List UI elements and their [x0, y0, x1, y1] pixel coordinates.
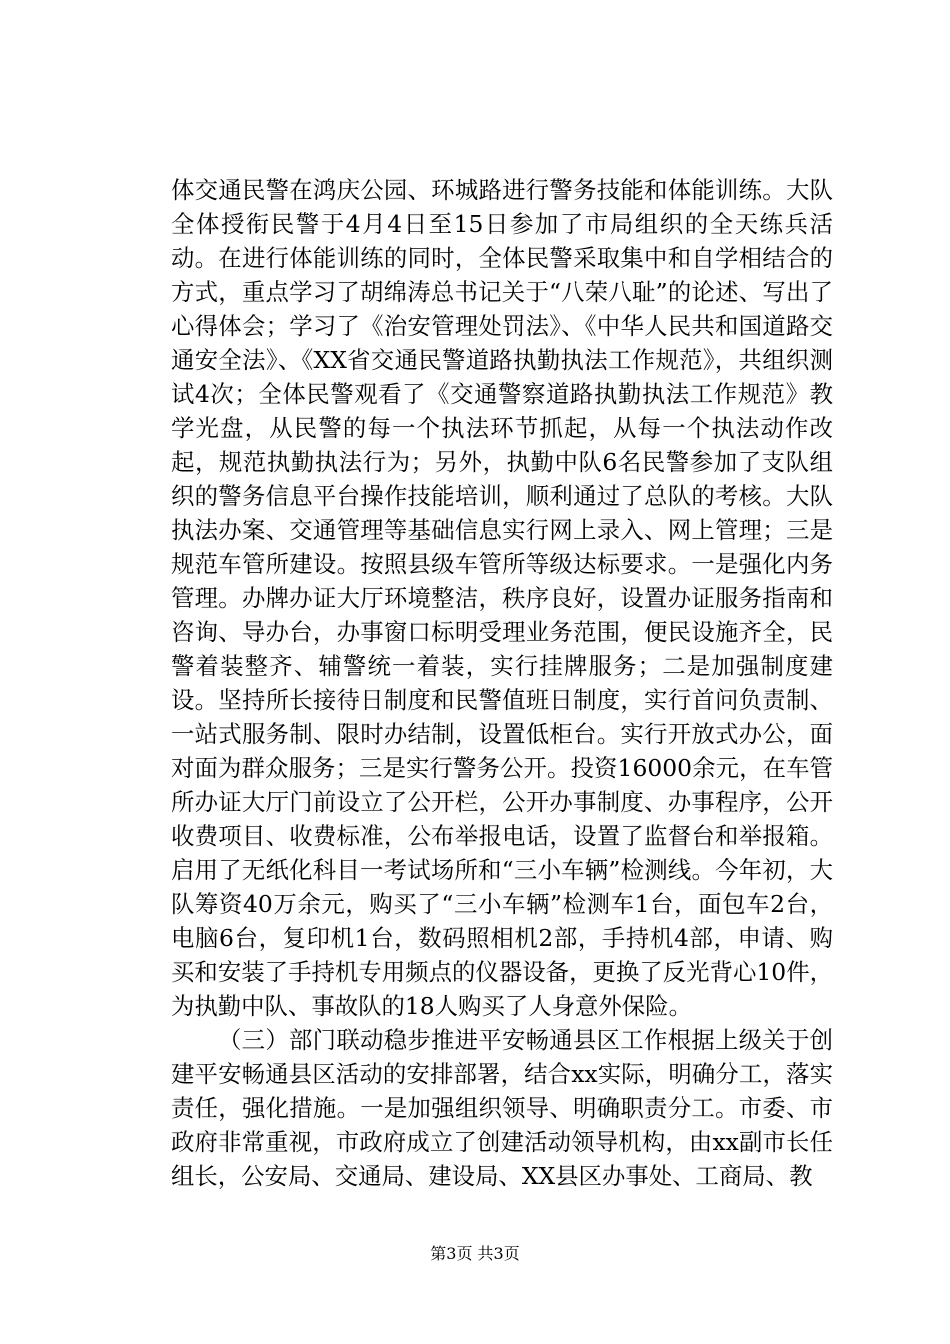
page-footer: 第3页 共3页	[430, 1244, 520, 1263]
document-body	[171, 173, 833, 1193]
body-paragraph-1: 体交通民警在鸿庆公园、环城路进行警务技能和体能训练。大队全体授衔民警于4月4日至15日参加了市局组织的全天练兵活动。在进行体能训练的同时，全体民警采取集中和自学相结合的方式，重点学习了胡绵涛总书记关于“八荣八耻”的论述、写出了心得体会；学习了《治安管理处罚法》、《中华人民共和国道路交通安全法》、《XX省交通民警道路执勤执法工作规范》，共组织测试4次；全体民警观看了《交通警察道路执勤执法工作规范》教学光盘，从民警的每一个执法环节抓起，从每一个执法动作改起，规范执勤执法行为；另外，执勤中队6名民警参加了支队组织的警务信息平台操作技能培训，顺利通过了总队的考核。大队执法办案、交通管理等基础信息实行网上录入、网上管理；三是规范车管所建设。按照县级车管所等级达标要求。一是强化内务管理。办牌办证大厅环境整洁，秩序良好，设置办证服务指南和咨询、导办台，办事窗口标明受理业务范围，便民设施齐全，民警着装整齐、辅警统一着装，实行挂牌服务；二是加强制度建设。坚持所长接待日制度和民警值班日制度，实行首问负责制、一站式服务制、限时办结制，设置低柜台。实行开放式办公，面对面为群众服务；三是实行警务公开。投资16000余元，在车管所办证大厅门前设立了公开栏，公开办事制度、办事程序，公开收费项目、收费标准，公布举报电话，设置了监督台和举报箱。启用了无纸化科目一考试场所和“三小车辆”检测线。今年初，大队筹资40万余元，购买了“三小车辆”检测车1台，面包车2台，电脑6台，复印机1台，数码照相机2部，手持机4部，申请、购买和安装了手持机专用频点的仪器设备，更换了反光背心10件，为执勤中队、事故队的18人购买了人身意外保险。	[171, 176, 833, 1020]
body-paragraph-2: （三）部门联动稳步推进平安畅通县区工作根据上级关于创建平安畅通县区活动的安排部署，结合xx实际，明确分工，落实责任，强化措施。一是加强组织领导、明确职责分工。市委、市政府非常重视，市政府成立了创建活动领导机构，由xx副市长任组长，公安局、交通局、建设局、XX县区办事处、工商局、教	[171, 1026, 833, 1190]
